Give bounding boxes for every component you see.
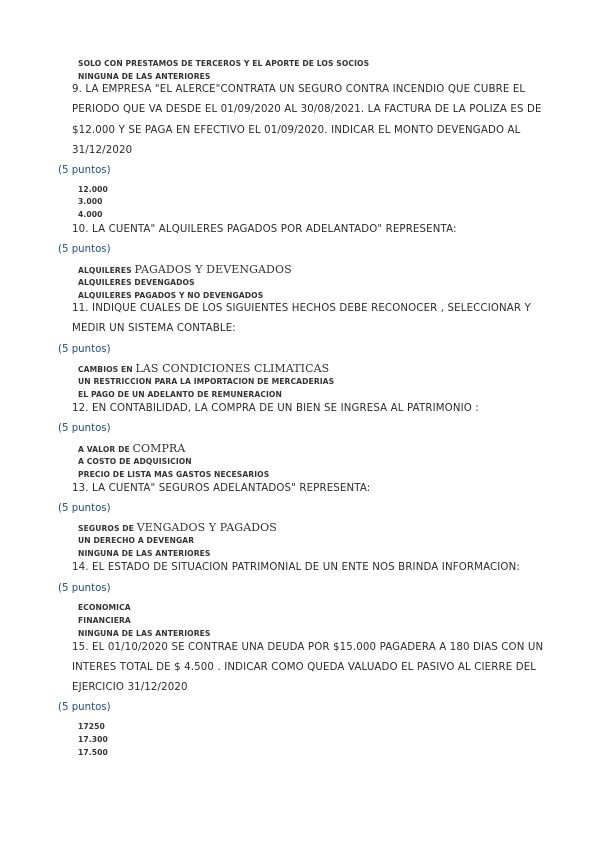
points-label: (5 puntos) [58,244,111,255]
option-label[interactable]: 17.500 [78,748,108,757]
points-label: (5 puntos) [58,165,111,176]
question-9-text: $12.000 Y SE PAGA EN EFECTIVO EL 01/09/2020. INDICAR EL MONTO DEVENGADO AL [72,125,521,136]
points-label: (5 puntos) [58,583,111,594]
option-label[interactable]: UN DERECHO A DEVENGAR [78,536,195,545]
option-label[interactable]: UN RESTRICCION PARA LA IMPORTACION DE MERCADERIAS [78,377,335,386]
question-15-text: 15. EL 01/10/2020 SE CONTRAE UNA DEUDA POR $15.000 PAGADERA A 180 DIAS CON UN [72,642,544,653]
option-label[interactable]: NINGUNA DE LAS ANTERIORES [78,629,211,638]
question-9-text: 9. LA EMPRESA "EL ALERCE"CONTRATA UN SEGURO CONTRA INCENDIO QUE CUBRE EL [72,84,526,95]
option-label[interactable]: PRECIO DE LISTA MAS GASTOS NECESARIOS [78,470,270,479]
option-suffix: VENGADOS Y PAGADOS [136,521,277,534]
option-label[interactable]: ECONOMICA [78,603,131,612]
option-prefix: SEGUROS DE [78,524,134,533]
option-suffix: LAS CONDICIONES CLIMATICAS [135,362,330,375]
option-prefix: CAMBIOS EN [78,365,133,374]
question-15-text: EJERCICIO 31/12/2020 [72,682,188,693]
question-10-text: 10. LA CUENTA" ALQUILERES PAGADOS POR ADELANTADO" REPRESENTA: [72,224,457,235]
option-label[interactable]: NINGUNA DE LAS ANTERIORES [78,549,211,558]
option-label[interactable]: ALQUILERES PAGADOS Y NO DEVENGADOS [78,291,264,300]
question-9-text: 31/12/2020 [72,145,133,156]
question-15-text: INTERES TOTAL DE $ 4.500 . INDICAR COMO QUEDA VALUADO EL PASIVO AL CIERRE DEL [72,662,537,673]
option-label[interactable]: FINANCIERA [78,616,131,625]
option-suffix: COMPRA [132,442,186,455]
question-12-text: 12. EN CONTABILIDAD, LA COMPRA DE UN BIEN SE INGRESA AL PATRIMONIO : [72,403,479,414]
option-prefix: ALQUILERES [78,266,132,275]
option-label[interactable]: A COSTO DE ADQUISICION [78,457,192,466]
question-11-text: MEDIR UN SISTEMA CONTABLE: [72,323,236,334]
points-label: (5 puntos) [58,702,111,713]
option-label[interactable]: 17.300 [78,735,108,744]
option-label[interactable] [78,521,277,534]
option-label[interactable]: ALQUILERES DEVENGADOS [78,278,195,287]
option-label[interactable]: 17250 [78,722,105,731]
option-label[interactable]: 12.000 [78,185,108,194]
points-label: (5 puntos) [58,503,111,514]
question-11-text: 11. INDIQUE CUALES DE LOS SIGUIENTES HECHOS DEBE RECONOCER , SELECCIONAR Y [72,303,531,314]
option-label[interactable]: SOLO CON PRESTAMOS DE TERCEROS Y EL APORTE DE LOS SOCIOS [78,59,370,68]
option-label[interactable]: 3.000 [78,197,103,206]
option-label[interactable] [78,362,329,375]
points-label: (5 puntos) [58,344,111,355]
option-label[interactable]: NINGUNA DE LAS ANTERIORES [78,72,211,81]
option-prefix: A VALOR DE [78,445,130,454]
question-13-text: 13. LA CUENTA" SEGUROS ADELANTADOS" REPRESENTA: [72,483,371,494]
option-label[interactable]: EL PAGO DE UN ADELANTO DE REMUNERACION [78,390,282,399]
option-label[interactable] [78,263,292,276]
points-label: (5 puntos) [58,423,111,434]
option-label[interactable]: 4.000 [78,210,103,219]
option-suffix: PAGADOS Y DEVENGADOS [134,263,292,276]
option-label[interactable] [78,442,185,455]
question-9-text: PERIODO QUE VA DESDE EL 01/09/2020 AL 30/08/2021. LA FACTURA DE LA POLIZA ES DE [72,104,542,115]
question-14-text: 14. EL ESTADO DE SITUACION PATRIMONIAL DE UN ENTE NOS BRINDA INFORMACION: [72,562,520,573]
